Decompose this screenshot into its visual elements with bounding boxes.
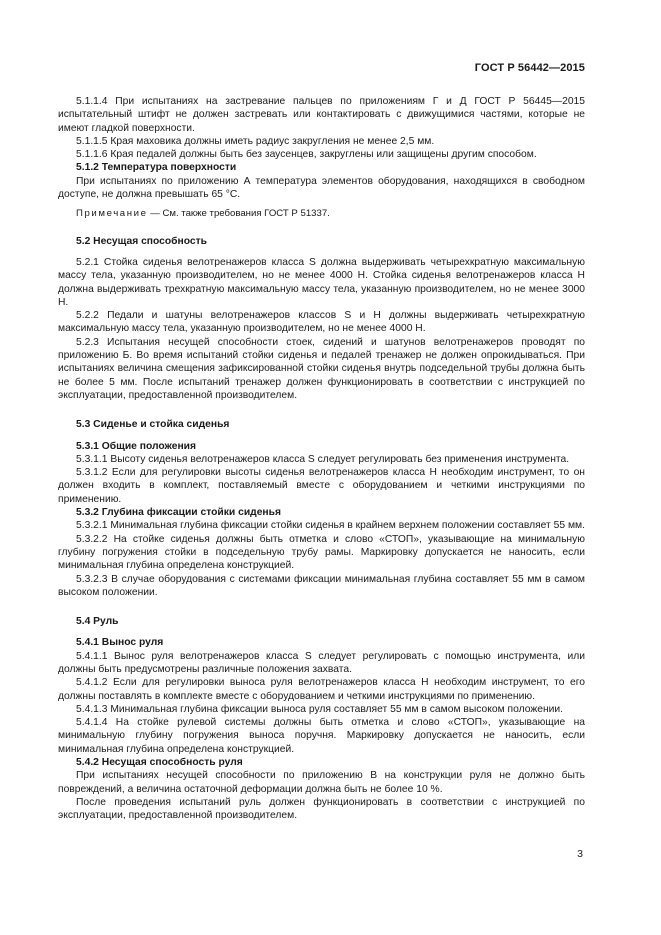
paragraph: При испытаниях по приложению А температура элементов оборудования, находящихся в свободном доступе, не должна превышать 65 °С.	[58, 175, 585, 201]
subsection-heading: 5.3.1 Общие положения	[76, 440, 196, 452]
page-number: 3	[577, 848, 583, 860]
paragraph: 5.3.1.2 Если для регулировки высоты сиденья велотренажеров класса Н необходим инструмент, то он должен входить в комплект, поставляемый вместе с оборудованием и четкими инструкциями по применению.	[58, 467, 585, 505]
paragraph: После проведения испытаний руль должен функционировать в соответствии с инструкцией по эксплуатации, предоставленной производителем.	[58, 796, 585, 822]
paragraph: 5.1.1.6 Края педалей должны быть без заусенцев, закруглены или защищены другим способом.	[76, 149, 537, 161]
subsection-heading: 5.4.1 Вынос руля	[76, 637, 164, 649]
paragraph: 5.3.2.3 В случае оборудования с системами фиксации минимальная глубина составляет 55 мм в самом высоком положении.	[58, 573, 585, 598]
paragraph: 5.4.1.2 Если для регулировки выноса руля велотренажеров класса Н необходим инструмент, то его должны поставлять в комплекте вместе с оборудованием и четкими инструкциями по применению.	[58, 677, 585, 702]
standard-header: ГОСТ Р 56442—2015	[474, 62, 585, 74]
paragraph: 5.3.2.2 На стойке сиденья должны быть отметка и слово «СТОП», указывающие на минимальную глубину погружения стойки в подседельную трубу рамы. Маркировку допускается не наносить, если минимальная глубина определена конструкцией.	[58, 533, 585, 572]
section-heading: 5.3 Сиденье и стойка сиденья	[76, 419, 230, 431]
subsection-heading: 5.3.2 Глубина фиксации стойки сиденья	[76, 507, 281, 519]
subsection-heading: 5.4.2 Несущая способность руля	[76, 757, 243, 769]
section-heading: 5.4 Руль	[76, 616, 119, 628]
note-text: — См. также требования ГОСТ Р 51337.	[147, 208, 330, 220]
note	[58, 207, 585, 220]
paragraph: 5.2.3 Испытания несущей способности стоек, сидений и шатунов велотренажеров проводят по приложению Б. Во время испытаний стойки сиденья и педалей тренажер не должен опрокидываться. При испытаниях величина смещения зафиксированной стойки сиденья внутрь подседельной трубы должна быть не более 5 мм. После испытаний тренажер должен функционировать в соответствии с инструкцией по эксплуатации, предоставленной производителем.	[58, 336, 585, 401]
document-body	[58, 95, 585, 823]
note-label: Примечание	[76, 208, 148, 220]
paragraph: 5.4.1.4 На стойке рулевой системы должны быть отметка и слово «СТОП», указывающие на минимальную глубину погружения выноса поручня. Маркировку допускается не наносить, если минимальная глубина определена конструкцией.	[58, 717, 585, 755]
paragraph: 5.4.1.1 Вынос руля велотренажеров класса S следует регулировать с помощью инструмента, или должны быть предусмотрены различные положения захвата.	[58, 650, 585, 675]
paragraph: 5.2.2 Педали и шатуны велотренажеров классов S и Н должны выдерживать четырехкратную максимальную массу тела, указанную производителем, но не менее 4000 Н.	[58, 310, 585, 335]
paragraph: 5.3.1.1 Высоту сиденья велотренажеров класса S следует регулировать без применения инструмента.	[76, 453, 570, 465]
paragraph: 5.1.1.4 При испытаниях на застревание пальцев по приложениям Г и Д ГОСТ Р 56445—2015 испытательный штифт не должен застревать или контактировать с движущимися частями, которые не имеют гладкой поверхности.	[58, 96, 585, 134]
subsection-heading: 5.1.2 Температура поверхности	[76, 162, 237, 174]
paragraph: 5.3.2.1 Минимальная глубина фиксации стойки сиденья в крайнем верхнем положении составляет 55 мм.	[76, 520, 585, 532]
paragraph: 5.4.1.3 Минимальная глубина фиксации выноса руля составляет 55 мм в самом высоком положении.	[76, 703, 564, 715]
paragraph: При испытаниях несущей способности по приложению В на конструкции руля не должно быть повреждений, а величина остаточной деформации должна быть не более 10 %.	[58, 770, 585, 795]
section-heading: 5.2 Несущая способность	[76, 235, 208, 247]
paragraph: 5.1.1.5 Края маховика должны иметь радиус закругления не менее 2,5 мм.	[76, 135, 435, 147]
paragraph: 5.2.1 Стойка сиденья велотренажеров класса S должна выдерживать четырехкратную максимальную массу тела, указанную производителем, но не менее 4000 Н. Стойка сиденья велотренажеров класса Н должна выдерживать трехкратную максимальную массу тела, указанную производителем, но не менее 3000 Н.	[58, 256, 585, 308]
